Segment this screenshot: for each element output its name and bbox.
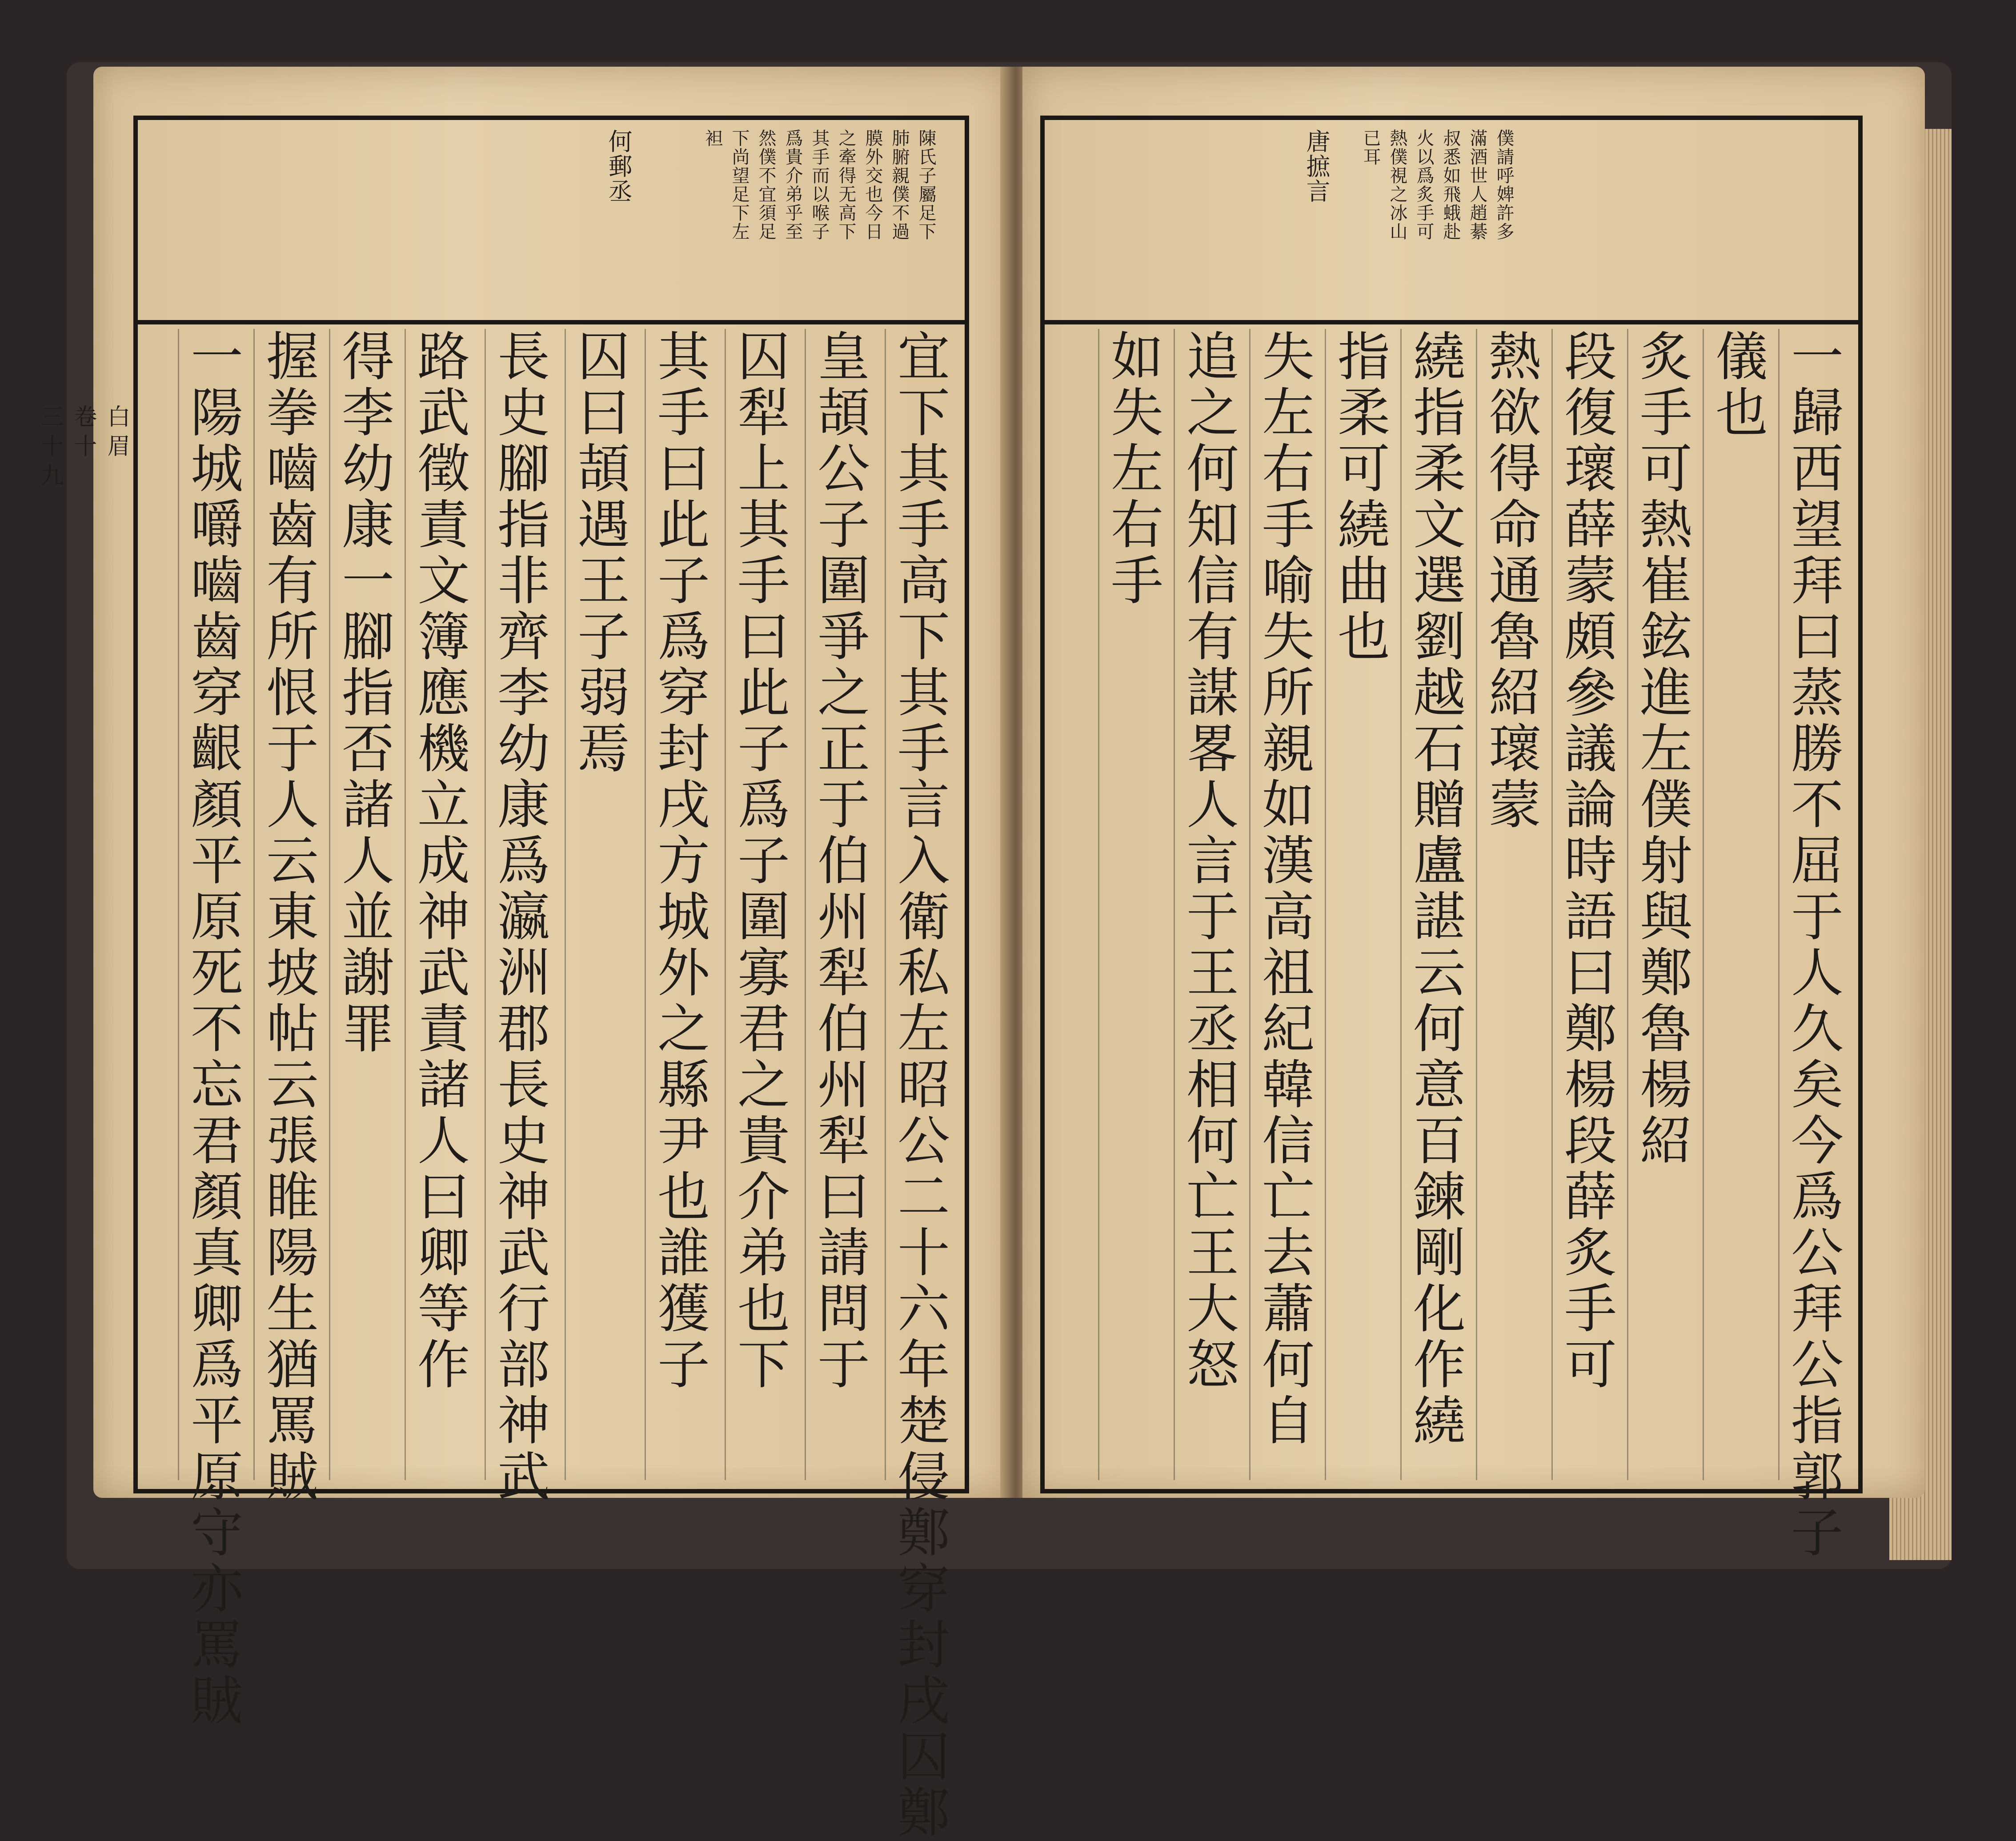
- text-column: 路武徵責文簿應機立成神武責諸人曰卿等作: [405, 329, 473, 1480]
- left-text-columns: [138, 329, 965, 1841]
- band-note: 叔悉如飛蛾赴: [1440, 129, 1461, 241]
- text-column: 一陽城嚼嚙齒穿齦顏平原死不忘君顏真卿爲平原守亦罵賊: [178, 329, 246, 1480]
- band-note: 膜外交也今日: [862, 129, 883, 241]
- left-page: [36, 67, 1009, 1841]
- text-column: 得李幼康一腳指否諸人並謝罪: [329, 329, 397, 1480]
- right-page: [1022, 67, 1925, 1561]
- band-note: 下尚望足下左: [729, 129, 749, 241]
- text-column: 其手曰此子爲穿封戌方城外之縣尹也誰獲子: [645, 329, 713, 1480]
- band-divider: [1045, 320, 1858, 324]
- folio-number: 三十九: [36, 404, 63, 492]
- band-note: 袒: [702, 129, 723, 148]
- left-page-frame: [133, 116, 969, 1841]
- band-note: 之牽得无高下: [836, 129, 856, 241]
- band-label: 唐摭言: [1303, 129, 1331, 204]
- band-note: 肺腑親僕不過: [889, 129, 910, 241]
- text-column: 指柔可繞曲也: [1325, 329, 1393, 1480]
- text-column: 炙手可熱崔鉉進左僕射與鄭魯楊紹: [1627, 329, 1695, 1480]
- band-note: 陳氏子屬足下: [916, 129, 936, 241]
- block-heart-margin: [36, 404, 133, 1382]
- right-text-columns: [1045, 329, 1858, 1561]
- right-page-frame: [1040, 116, 1863, 1561]
- text-column: 儀也: [1703, 329, 1771, 1480]
- text-column: 皇頡公子圍爭之正于伯州犁伯州犁曰請問于: [805, 329, 873, 1480]
- band-note: 其手而以喉子: [809, 129, 830, 241]
- band-note: 爲貴介弟乎至: [782, 129, 803, 241]
- text-column: 長史腳指非齊李幼康爲瀛洲郡長史神武行部神武: [485, 329, 553, 1480]
- text-column: 追之何知信有謀畧人言于王丞相何亡王大怒: [1174, 329, 1242, 1480]
- band-note: 已耳: [1360, 129, 1381, 166]
- band-note: 然僕不宜須足: [756, 129, 776, 241]
- text-column: 握拳嚙齒有所恨于人云東坡帖云張睢陽生猶罵賊: [253, 329, 321, 1480]
- book-title: 白眉: [103, 404, 130, 463]
- text-column: 囚曰頡遇王子弱焉: [565, 329, 633, 1480]
- text-column: 段復瓌薛蒙頗參議論時語曰鄭楊段薛炙手可: [1551, 329, 1619, 1480]
- band-label: 何郵丞: [605, 129, 633, 204]
- text-column: 囚犁上其手曰此子爲子圍寡君之貴介弟也下: [725, 329, 793, 1480]
- band-divider: [138, 320, 965, 324]
- left-upper-commentary: [138, 120, 965, 320]
- volume-label: 卷十: [70, 404, 96, 463]
- text-column: 失左右手喻失所親如漢高祖紀韓信亡去蕭何自: [1249, 329, 1317, 1480]
- band-note: 僕請呼婢許多: [1494, 129, 1514, 241]
- text-column: 繞指柔文選劉越石贈盧諶云何意百鍊剛化作繞: [1400, 329, 1468, 1480]
- text-column: 宜下其手高下其手言入衛私左昭公二十六年楚侵鄭穿封戌囚鄭: [885, 329, 953, 1480]
- text-column: 熱欲得命通魯紹瓌蒙: [1476, 329, 1544, 1480]
- band-note: 熱僕視之冰山: [1387, 129, 1407, 241]
- right-upper-commentary: [1045, 120, 1858, 320]
- band-note: 火以爲炙手可: [1414, 129, 1434, 241]
- text-column: 如失左右手: [1098, 329, 1166, 1480]
- band-note: 滿酒世人趙綦: [1467, 129, 1487, 241]
- text-column: 一歸西望拜曰蒸勝不屈于人久矣今爲公拜公指郭子: [1778, 329, 1846, 1480]
